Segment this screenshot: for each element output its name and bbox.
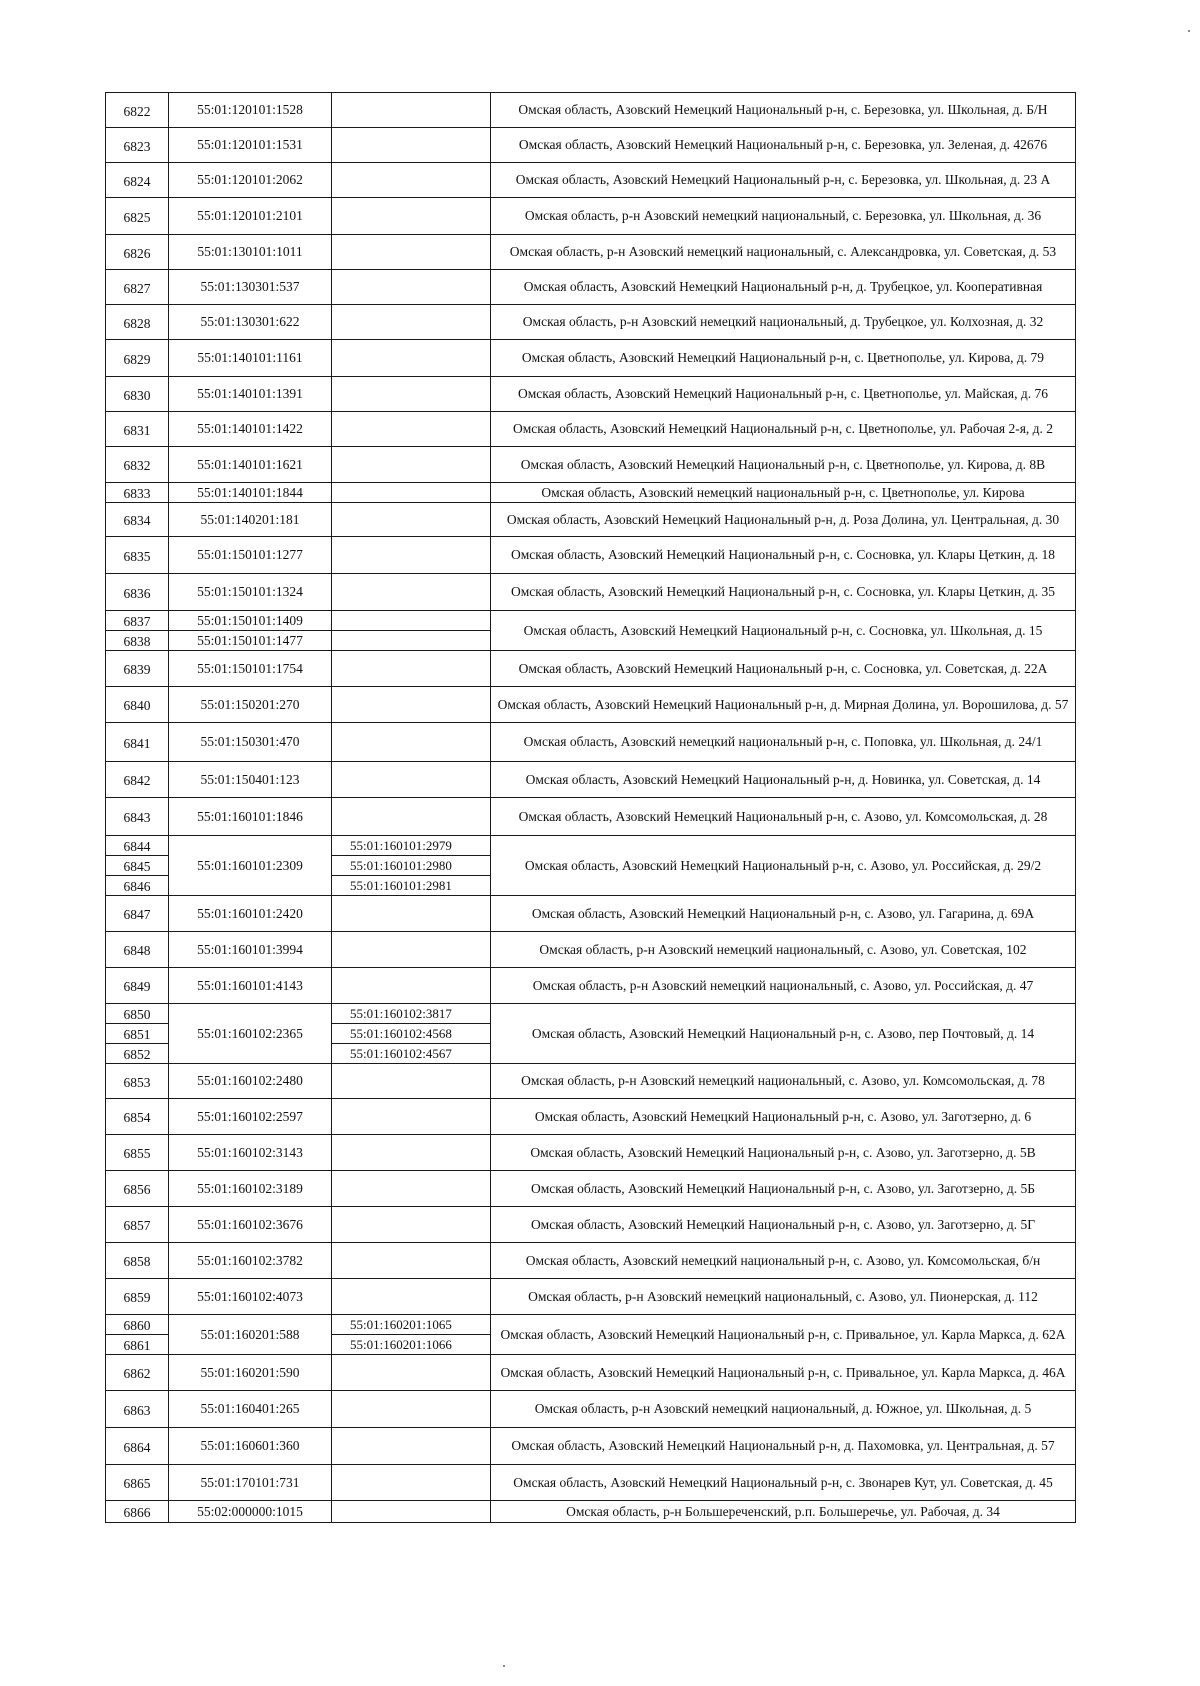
- table-row: [106, 687, 1076, 723]
- row-number: 6846: [106, 876, 169, 896]
- address-cell: Омская область, Азовский Немецкий Национальный р-н, с. Азово, ул. Заготзерно, д. 6: [491, 1099, 1076, 1135]
- table-row: [106, 896, 1076, 932]
- table-row: [106, 340, 1076, 377]
- sub-cadastral-number: [332, 270, 491, 305]
- row-number: 6829: [106, 340, 169, 377]
- sub-cadastral-number: [332, 1207, 491, 1243]
- row-number: 6848: [106, 932, 169, 968]
- address-cell: Омская область, Азовский Немецкий Национальный р-н, с. Цветнополье, ул. Кирова, д. 79: [491, 340, 1076, 377]
- table-row: [106, 1315, 1076, 1335]
- address-cell: Омская область, Азовский Немецкий Национальный р-н, с. Березовка, ул. Зеленая, д. 42676: [491, 128, 1076, 163]
- table-row: [106, 1428, 1076, 1465]
- cadastral-number: 55:02:000000:1015: [169, 1501, 332, 1523]
- sub-cadastral-number: [332, 412, 491, 447]
- cadastral-number: 55:01:160102:2480: [169, 1064, 332, 1099]
- cadastral-number: 55:01:150201:270: [169, 687, 332, 723]
- row-number: 6825: [106, 198, 169, 235]
- row-number: 6833: [106, 483, 169, 503]
- sub-cadastral-number: [332, 1391, 491, 1428]
- sub-cadastral-number: [332, 1465, 491, 1501]
- cadastral-number: 55:01:130301:537: [169, 270, 332, 305]
- table-row: [106, 1135, 1076, 1171]
- cadastral-number: 55:01:150101:1277: [169, 537, 332, 574]
- table-row: [106, 1391, 1076, 1428]
- sub-cadastral-number: [332, 1243, 491, 1279]
- table-row: [106, 1004, 1076, 1024]
- row-number: 6827: [106, 270, 169, 305]
- row-number: 6841: [106, 723, 169, 762]
- sub-cadastral-number: 55:01:160101:2980: [332, 856, 491, 876]
- table-row: [106, 932, 1076, 968]
- table-row: [106, 1243, 1076, 1279]
- row-number: 6858: [106, 1243, 169, 1279]
- cadastral-number: 55:01:160201:590: [169, 1355, 332, 1391]
- row-number: 6826: [106, 235, 169, 270]
- sub-cadastral-number: [332, 1135, 491, 1171]
- sub-cadastral-number: [332, 1355, 491, 1391]
- row-number: 6847: [106, 896, 169, 932]
- cadastral-number: 55:01:160102:3143: [169, 1135, 332, 1171]
- sub-cadastral-number: [332, 1099, 491, 1135]
- address-cell: Омская область, Азовский Немецкий Национальный р-н, с. Азово, ул. Заготзерно, д. 5Б: [491, 1171, 1076, 1207]
- table-row: [106, 611, 1076, 631]
- cadastral-number: 55:01:160102:3189: [169, 1171, 332, 1207]
- row-number: 6866: [106, 1501, 169, 1523]
- cadastral-number: 55:01:140101:1422: [169, 412, 332, 447]
- row-number: 6852: [106, 1044, 169, 1064]
- cadastral-register-table: [105, 92, 1076, 1523]
- cadastral-number: 55:01:160101:1846: [169, 798, 332, 836]
- cadastral-number: 55:01:150101:1477: [169, 631, 332, 651]
- cadastral-number: 55:01:160102:2597: [169, 1099, 332, 1135]
- row-number: 6851: [106, 1024, 169, 1044]
- cadastral-number: 55:01:160102:3676: [169, 1207, 332, 1243]
- sub-cadastral-number: [332, 1171, 491, 1207]
- row-number: 6843: [106, 798, 169, 836]
- cadastral-number: 55:01:120101:2101: [169, 198, 332, 235]
- cadastral-number: 55:01:160101:3994: [169, 932, 332, 968]
- table-row: [106, 1355, 1076, 1391]
- table-row: [106, 447, 1076, 483]
- sub-cadastral-number: 55:01:160101:2979: [332, 836, 491, 856]
- address-cell: Омская область, Азовский Немецкий Национальный р-н, д. Пахомовка, ул. Центральная, д. 57: [491, 1428, 1076, 1465]
- sub-cadastral-number: [332, 447, 491, 483]
- address-cell: Омская область, Азовский Немецкий Национальный р-н, с. Привальное, ул. Карла Маркса, д. 46А: [491, 1355, 1076, 1391]
- cadastral-number: 55:01:160601:360: [169, 1428, 332, 1465]
- sub-cadastral-number: [332, 968, 491, 1004]
- sub-cadastral-number: [332, 340, 491, 377]
- address-cell: Омская область, Азовский Немецкий Национальный р-н, д. Мирная Долина, ул. Ворошилова, д. 57: [491, 687, 1076, 723]
- table-row: [106, 574, 1076, 611]
- address-cell: Омская область, Азовский Немецкий Национальный р-н, с. Азово, ул. Российская, д. 29/2: [491, 836, 1076, 896]
- row-number: 6854: [106, 1099, 169, 1135]
- address-cell: Омская область, Азовский Немецкий Национальный р-н, с. Азово, пер Почтовый, д. 14: [491, 1004, 1076, 1064]
- table-row: [106, 93, 1076, 128]
- cadastral-number: 55:01:140101:1621: [169, 447, 332, 483]
- sub-cadastral-number: 55:01:160102:4567: [332, 1044, 491, 1064]
- address-cell: Омская область, р-н Азовский немецкий национальный, с. Азово, ул. Комсомольская, д. 78: [491, 1064, 1076, 1099]
- row-number: 6855: [106, 1135, 169, 1171]
- row-number: 6850: [106, 1004, 169, 1024]
- row-number: 6837: [106, 611, 169, 631]
- sub-cadastral-number: [332, 503, 491, 537]
- row-number: 6838: [106, 631, 169, 651]
- address-cell: Омская область, р-н Азовский немецкий национальный, с. Азово, ул. Российская, д. 47: [491, 968, 1076, 1004]
- row-number: 6860: [106, 1315, 169, 1335]
- row-number: 6864: [106, 1428, 169, 1465]
- sub-cadastral-number: 55:01:160201:1066: [332, 1335, 491, 1355]
- cadastral-number: 55:01:130301:622: [169, 305, 332, 340]
- sub-cadastral-number: [332, 631, 491, 651]
- cadastral-number: 55:01:160101:4143: [169, 968, 332, 1004]
- cadastral-number: 55:01:150101:1324: [169, 574, 332, 611]
- table-row: [106, 270, 1076, 305]
- row-number: 6836: [106, 574, 169, 611]
- sub-cadastral-number: [332, 611, 491, 631]
- row-number: 6853: [106, 1064, 169, 1099]
- table-row: [106, 1207, 1076, 1243]
- sub-cadastral-number: [332, 198, 491, 235]
- cadastral-number: 55:01:150301:470: [169, 723, 332, 762]
- address-cell: Омская область, Азовский Немецкий Национальный р-н, с. Привальное, ул. Карла Маркса, д. 62А: [491, 1315, 1076, 1355]
- sub-cadastral-number: [332, 93, 491, 128]
- address-cell: Омская область, Азовский немецкий национальный р-н, с. Азово, ул. Комсомольская, б/н: [491, 1243, 1076, 1279]
- cadastral-number: 55:01:170101:731: [169, 1465, 332, 1501]
- table-row: [106, 1171, 1076, 1207]
- cadastral-number: 55:01:140101:1161: [169, 340, 332, 377]
- cadastral-number: 55:01:160102:3782: [169, 1243, 332, 1279]
- sub-cadastral-number: [332, 1279, 491, 1315]
- table-row: [106, 798, 1076, 836]
- row-number: 6844: [106, 836, 169, 856]
- table-row: [106, 1099, 1076, 1135]
- row-number: 6823: [106, 128, 169, 163]
- address-cell: Омская область, р-н Большереченский, р.п. Большеречье, ул. Рабочая, д. 34: [491, 1501, 1076, 1523]
- sub-cadastral-number: 55:01:160101:2981: [332, 876, 491, 896]
- table-row: [106, 762, 1076, 798]
- cadastral-number: 55:01:160101:2420: [169, 896, 332, 932]
- table-row: [106, 651, 1076, 687]
- sub-cadastral-number: 55:01:160102:3817: [332, 1004, 491, 1024]
- cadastral-number: 55:01:140201:181: [169, 503, 332, 537]
- cadastral-number: 55:01:150101:1409: [169, 611, 332, 631]
- cadastral-number: 55:01:140101:1844: [169, 483, 332, 503]
- address-cell: Омская область, р-н Азовский немецкий национальный, с. Азово, ул. Пионерская, д. 112: [491, 1279, 1076, 1315]
- row-number: 6863: [106, 1391, 169, 1428]
- sub-cadastral-number: [332, 1064, 491, 1099]
- table-row: [106, 305, 1076, 340]
- cadastral-number: 55:01:160201:588: [169, 1315, 332, 1355]
- cadastral-number: 55:01:150401:123: [169, 762, 332, 798]
- sub-cadastral-number: [332, 305, 491, 340]
- table-row: [106, 412, 1076, 447]
- sub-cadastral-number: [332, 163, 491, 198]
- address-cell: Омская область, Азовский Немецкий Национальный р-н, с. Сосновка, ул. Клары Цеткин, д. 18: [491, 537, 1076, 574]
- address-cell: Омская область, Азовский Немецкий Национальный р-н, с. Цветнополье, ул. Рабочая 2-я, д. 2: [491, 412, 1076, 447]
- cadastral-number: 55:01:130101:1011: [169, 235, 332, 270]
- table-row: [106, 968, 1076, 1004]
- table-row: [106, 836, 1076, 856]
- cadastral-number: 55:01:160401:265: [169, 1391, 332, 1428]
- address-cell: Омская область, Азовский Немецкий Национальный р-н, с. Сосновка, ул. Клары Цеткин, д. 35: [491, 574, 1076, 611]
- row-number: 6839: [106, 651, 169, 687]
- cadastral-number: 55:01:160102:2365: [169, 1004, 332, 1064]
- sub-cadastral-number: [332, 723, 491, 762]
- address-cell: Омская область, Азовский Немецкий Национальный р-н, с. Цветнополье, ул. Майская, д. 76: [491, 377, 1076, 412]
- cadastral-number: 55:01:160102:4073: [169, 1279, 332, 1315]
- address-cell: Омская область, Азовский Немецкий Национальный р-н, с. Березовка, ул. Школьная, д. Б/Н: [491, 93, 1076, 128]
- address-cell: Омская область, Азовский Немецкий Национальный р-н, с. Азово, ул. Заготзерно, д. 5Г: [491, 1207, 1076, 1243]
- sub-cadastral-number: [332, 235, 491, 270]
- row-number: 6832: [106, 447, 169, 483]
- row-number: 6849: [106, 968, 169, 1004]
- table-row: [106, 483, 1076, 503]
- address-cell: Омская область, р-н Азовский немецкий национальный, с. Александровка, ул. Советская, д. 53: [491, 235, 1076, 270]
- cadastral-number: 55:01:120101:1531: [169, 128, 332, 163]
- row-number: 6830: [106, 377, 169, 412]
- address-cell: Омская область, Азовский Немецкий Национальный р-н, с. Сосновка, ул. Советская, д. 22А: [491, 651, 1076, 687]
- sub-cadastral-number: [332, 377, 491, 412]
- row-number: 6865: [106, 1465, 169, 1501]
- sub-cadastral-number: [332, 1501, 491, 1523]
- address-cell: Омская область, Азовский Немецкий Национальный р-н, с. Азово, ул. Комсомольская, д. 28: [491, 798, 1076, 836]
- table-row: [106, 128, 1076, 163]
- row-number: 6856: [106, 1171, 169, 1207]
- cadastral-number: 55:01:120101:1528: [169, 93, 332, 128]
- table-row: [106, 503, 1076, 537]
- cadastral-number: 55:01:140101:1391: [169, 377, 332, 412]
- table-row: [106, 1064, 1076, 1099]
- address-cell: Омская область, Азовский Немецкий Национальный р-н, с. Азово, ул. Заготзерно, д. 5В: [491, 1135, 1076, 1171]
- sub-cadastral-number: [332, 687, 491, 723]
- sub-cadastral-number: [332, 896, 491, 932]
- table-row: [106, 198, 1076, 235]
- row-number: 6842: [106, 762, 169, 798]
- address-cell: Омская область, р-н Азовский немецкий национальный, д. Трубецкое, ул. Колхозная, д. 32: [491, 305, 1076, 340]
- row-number: 6845: [106, 856, 169, 876]
- row-number: 6857: [106, 1207, 169, 1243]
- sub-cadastral-number: [332, 483, 491, 503]
- row-number: 6834: [106, 503, 169, 537]
- row-number: 6840: [106, 687, 169, 723]
- table-row: [106, 537, 1076, 574]
- cadastral-number: 55:01:120101:2062: [169, 163, 332, 198]
- address-cell: Омская область, Азовский Немецкий Национальный р-н, с. Азово, ул. Гагарина, д. 69А: [491, 896, 1076, 932]
- address-cell: Омская область, Азовский Немецкий Национальный р-н, с. Сосновка, ул. Школьная, д. 15: [491, 611, 1076, 651]
- row-number: 6828: [106, 305, 169, 340]
- sub-cadastral-number: 55:01:160102:4568: [332, 1024, 491, 1044]
- row-number: 6859: [106, 1279, 169, 1315]
- address-cell: Омская область, Азовский немецкий национальный р-н, с. Поповка, ул. Школьная, д. 24/1: [491, 723, 1076, 762]
- address-cell: Омская область, Азовский Немецкий Национальный р-н, с. Березовка, ул. Школьная, д. 23 А: [491, 163, 1076, 198]
- row-number: 6824: [106, 163, 169, 198]
- table-row: [106, 235, 1076, 270]
- address-cell: Омская область, р-н Азовский немецкий национальный, д. Южное, ул. Школьная, д. 5: [491, 1391, 1076, 1428]
- row-number: 6861: [106, 1335, 169, 1355]
- address-cell: Омская область, Азовский Немецкий Национальный р-н, д. Трубецкое, ул. Кооперативная: [491, 270, 1076, 305]
- address-cell: Омская область, Азовский Немецкий Национальный р-н, с. Цветнополье, ул. Кирова, д. 8В: [491, 447, 1076, 483]
- cadastral-number: 55:01:160101:2309: [169, 836, 332, 896]
- sub-cadastral-number: [332, 651, 491, 687]
- row-number: 6831: [106, 412, 169, 447]
- sub-cadastral-number: [332, 798, 491, 836]
- address-cell: Омская область, Азовский Немецкий Национальный р-н, д. Роза Долина, ул. Центральная, д. 30: [491, 503, 1076, 537]
- scan-speck: [1188, 30, 1190, 32]
- table-row: [106, 723, 1076, 762]
- address-cell: Омская область, р-н Азовский немецкий национальный, с. Березовка, ул. Школьная, д. 36: [491, 198, 1076, 235]
- row-number: 6822: [106, 93, 169, 128]
- sub-cadastral-number: [332, 932, 491, 968]
- sub-cadastral-number: [332, 762, 491, 798]
- table-row: [106, 1501, 1076, 1523]
- address-cell: Омская область, Азовский Немецкий Национальный р-н, д. Новинка, ул. Советская, д. 14: [491, 762, 1076, 798]
- sub-cadastral-number: [332, 537, 491, 574]
- sub-cadastral-number: [332, 128, 491, 163]
- table-row: [106, 1465, 1076, 1501]
- address-cell: Омская область, р-н Азовский немецкий национальный, с. Азово, ул. Советская, 102: [491, 932, 1076, 968]
- table-row: [106, 163, 1076, 198]
- cadastral-number: 55:01:150101:1754: [169, 651, 332, 687]
- row-number: 6835: [106, 537, 169, 574]
- address-cell: Омская область, Азовский Немецкий Национальный р-н, с. Звонарев Кут, ул. Советская, д. 45: [491, 1465, 1076, 1501]
- address-cell: Омская область, Азовский немецкий национальный р-н, с. Цветнополье, ул. Кирова: [491, 483, 1076, 503]
- sub-cadastral-number: [332, 1428, 491, 1465]
- table-row: [106, 377, 1076, 412]
- sub-cadastral-number: [332, 574, 491, 611]
- sub-cadastral-number: 55:01:160201:1065: [332, 1315, 491, 1335]
- scan-speck: [503, 1665, 505, 1667]
- table-row: [106, 1279, 1076, 1315]
- row-number: 6862: [106, 1355, 169, 1391]
